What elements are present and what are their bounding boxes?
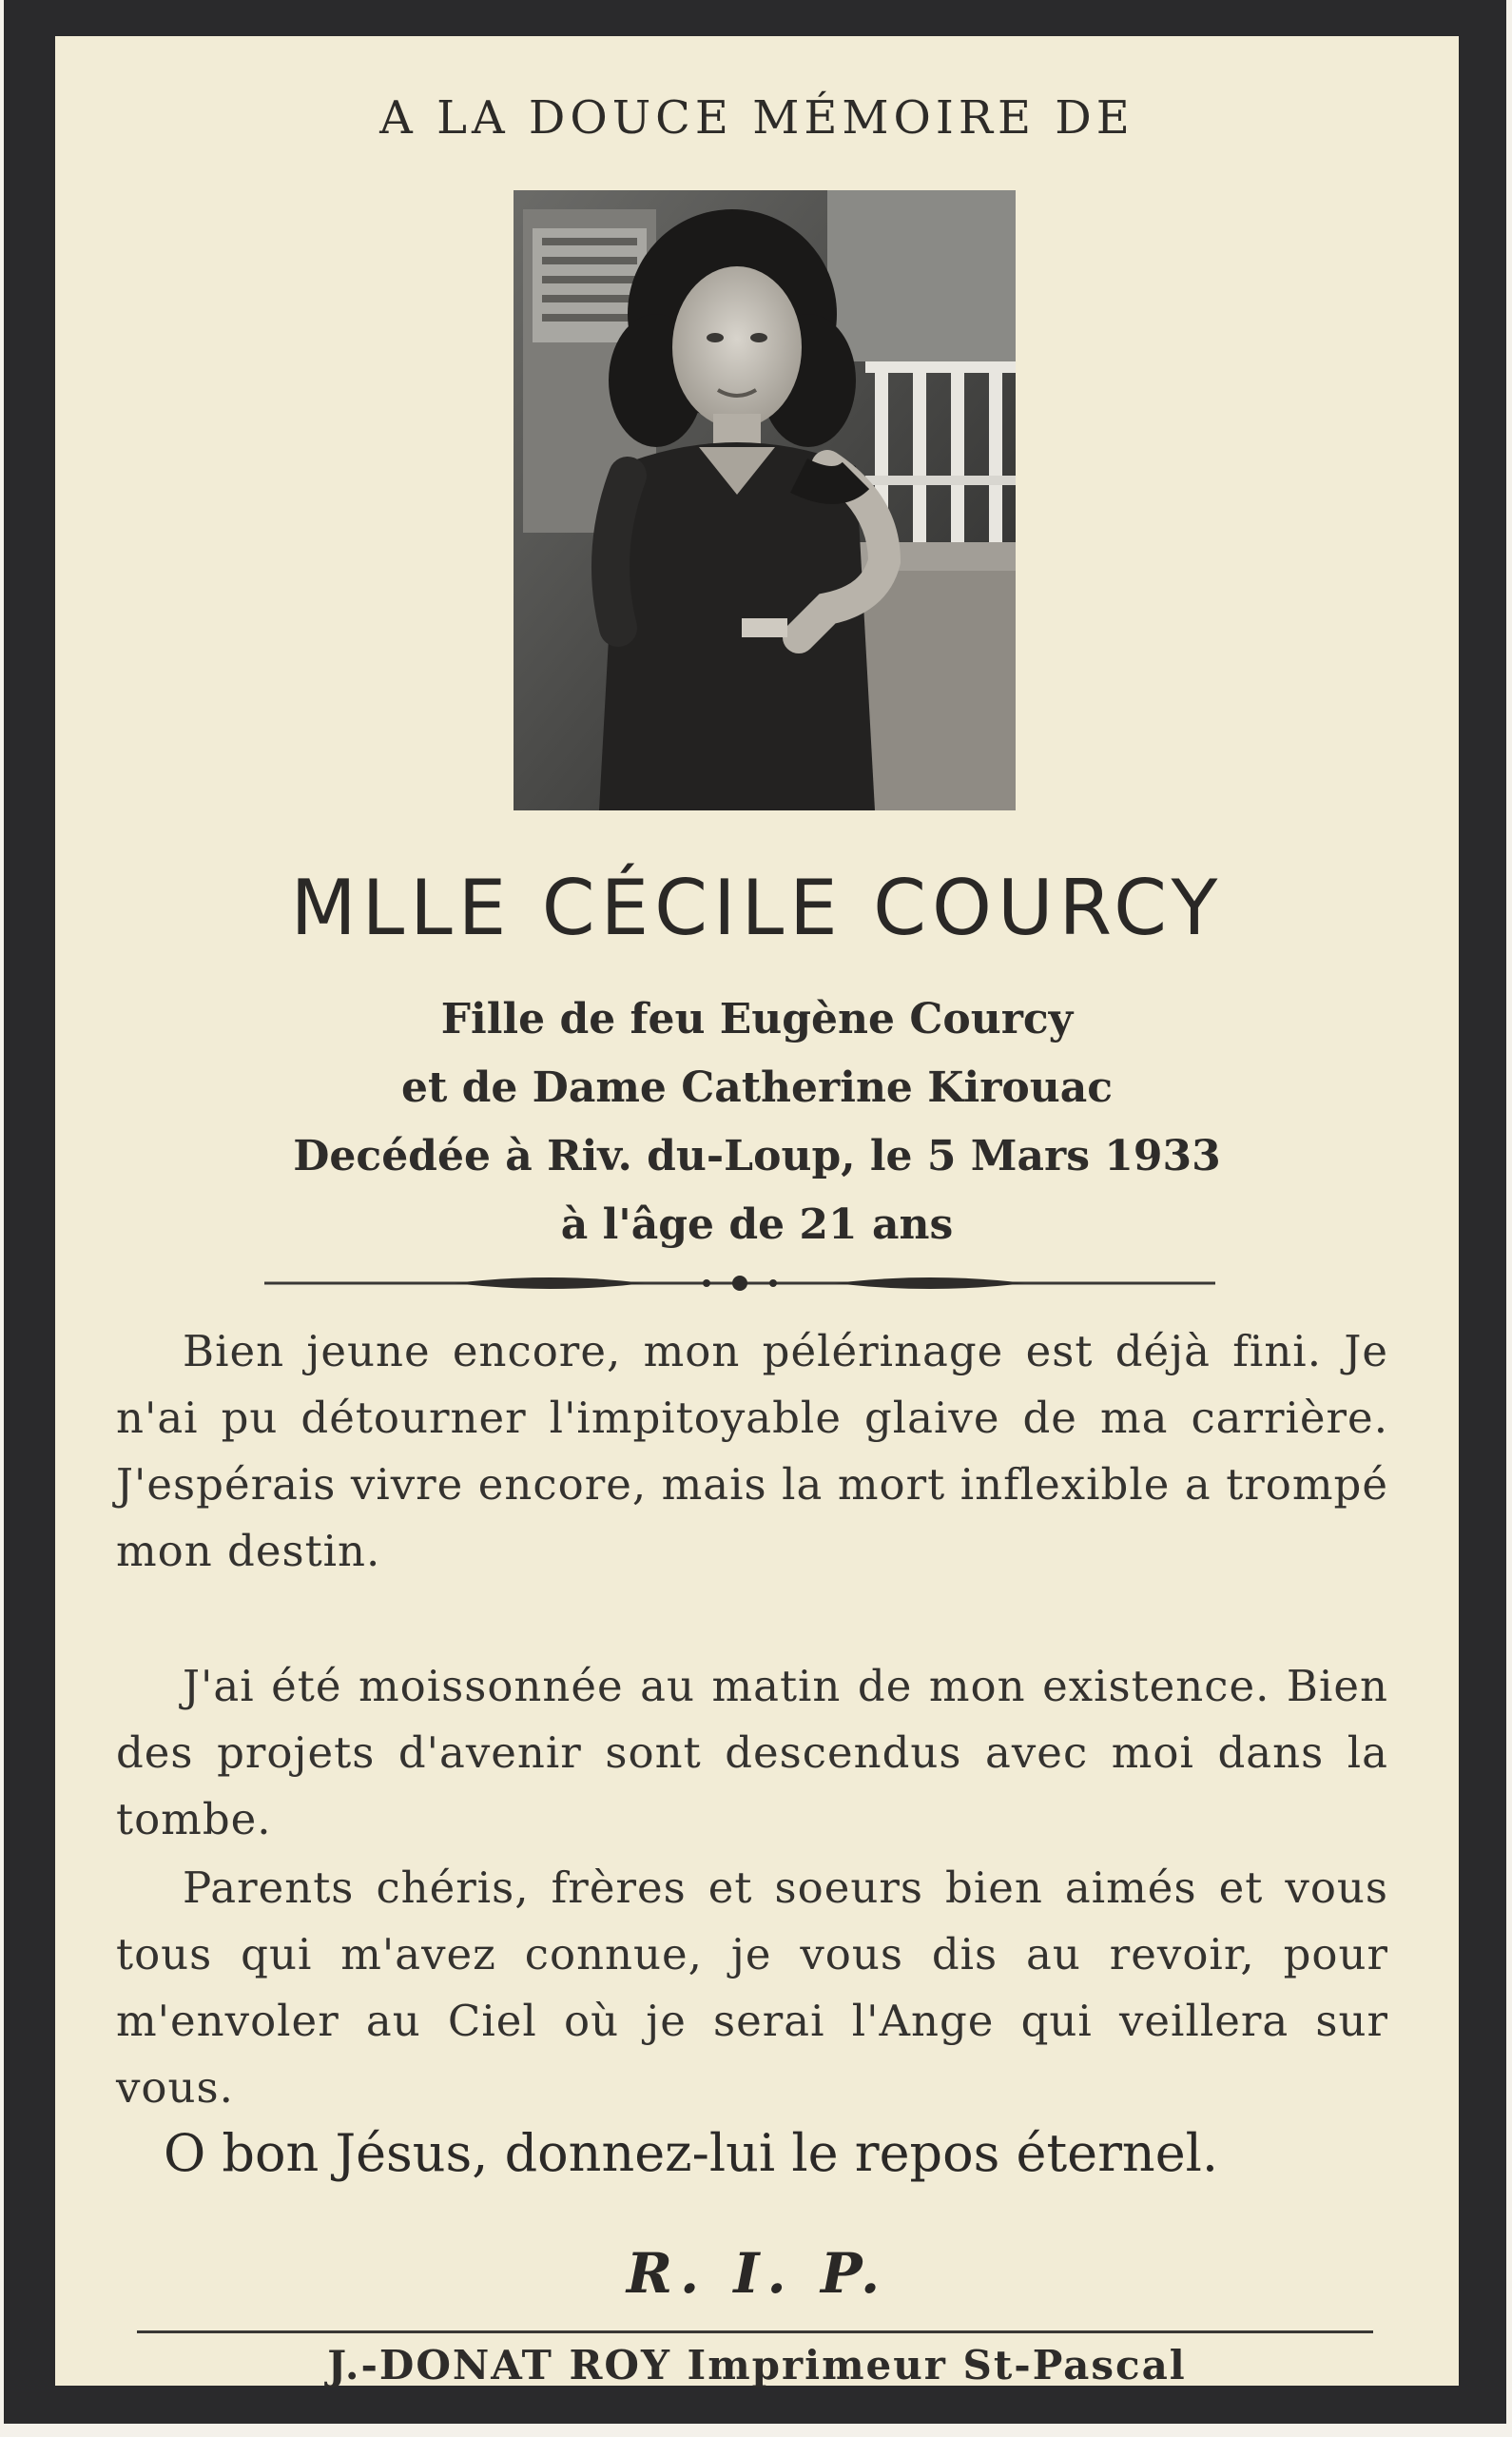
ornament-divider [264,1269,1215,1297]
card-header: A LA DOUCE MÉMOIRE DE [379,91,1134,145]
verse-paragraph-2 [116,1653,1388,1853]
verse-text: Bien jeune encore, mon pélérinage est déjà fini. Je n'ai pu détourner l'impitoyable glaive de ma carrière. J'espérais vivre encore, mais la mort inflexible a trompé mon destin. [116,1326,1388,1576]
verse-paragraph-3 [116,1855,1388,2121]
footer-rule [137,2330,1373,2333]
portrait-image [514,190,1016,810]
deceased-name: MLLE CÉCILE COURCY [290,864,1224,952]
verse-text: J'ai été moissonnée au matin de mon existence. Bien des projets d'avenir sont descendus avec moi dans la tombe. [116,1661,1388,1844]
verse-text: Parents chéris, frères et soeurs bien aimés et vous tous qui m'avez connue, je vous dis au revoir, pour m'envoler au Ciel où je serai l'Ange qui veillera sur vous. [116,1862,1388,2113]
rip-inscription: R. I. P. [626,2241,888,2306]
parent-mother-line: et de Dame Catherine Kirouac [400,1063,1114,1112]
death-date-line: Decédée à Riv. du-Loup, le 5 Mars 1933 [293,1132,1221,1180]
portrait-photo [514,190,1016,810]
age-line: à l'âge de 21 ans [560,1200,954,1249]
card-paper [55,36,1459,2386]
prayer-text: O bon Jésus, donnez-lui le repos éternel. [164,2123,1219,2183]
verse-paragraph-1 [116,1318,1388,1585]
parent-father-line: Fille de feu Eugène Courcy [440,995,1074,1043]
printer-credit: J.-DONAT ROY Imprimeur St-Pascal [327,2342,1187,2388]
